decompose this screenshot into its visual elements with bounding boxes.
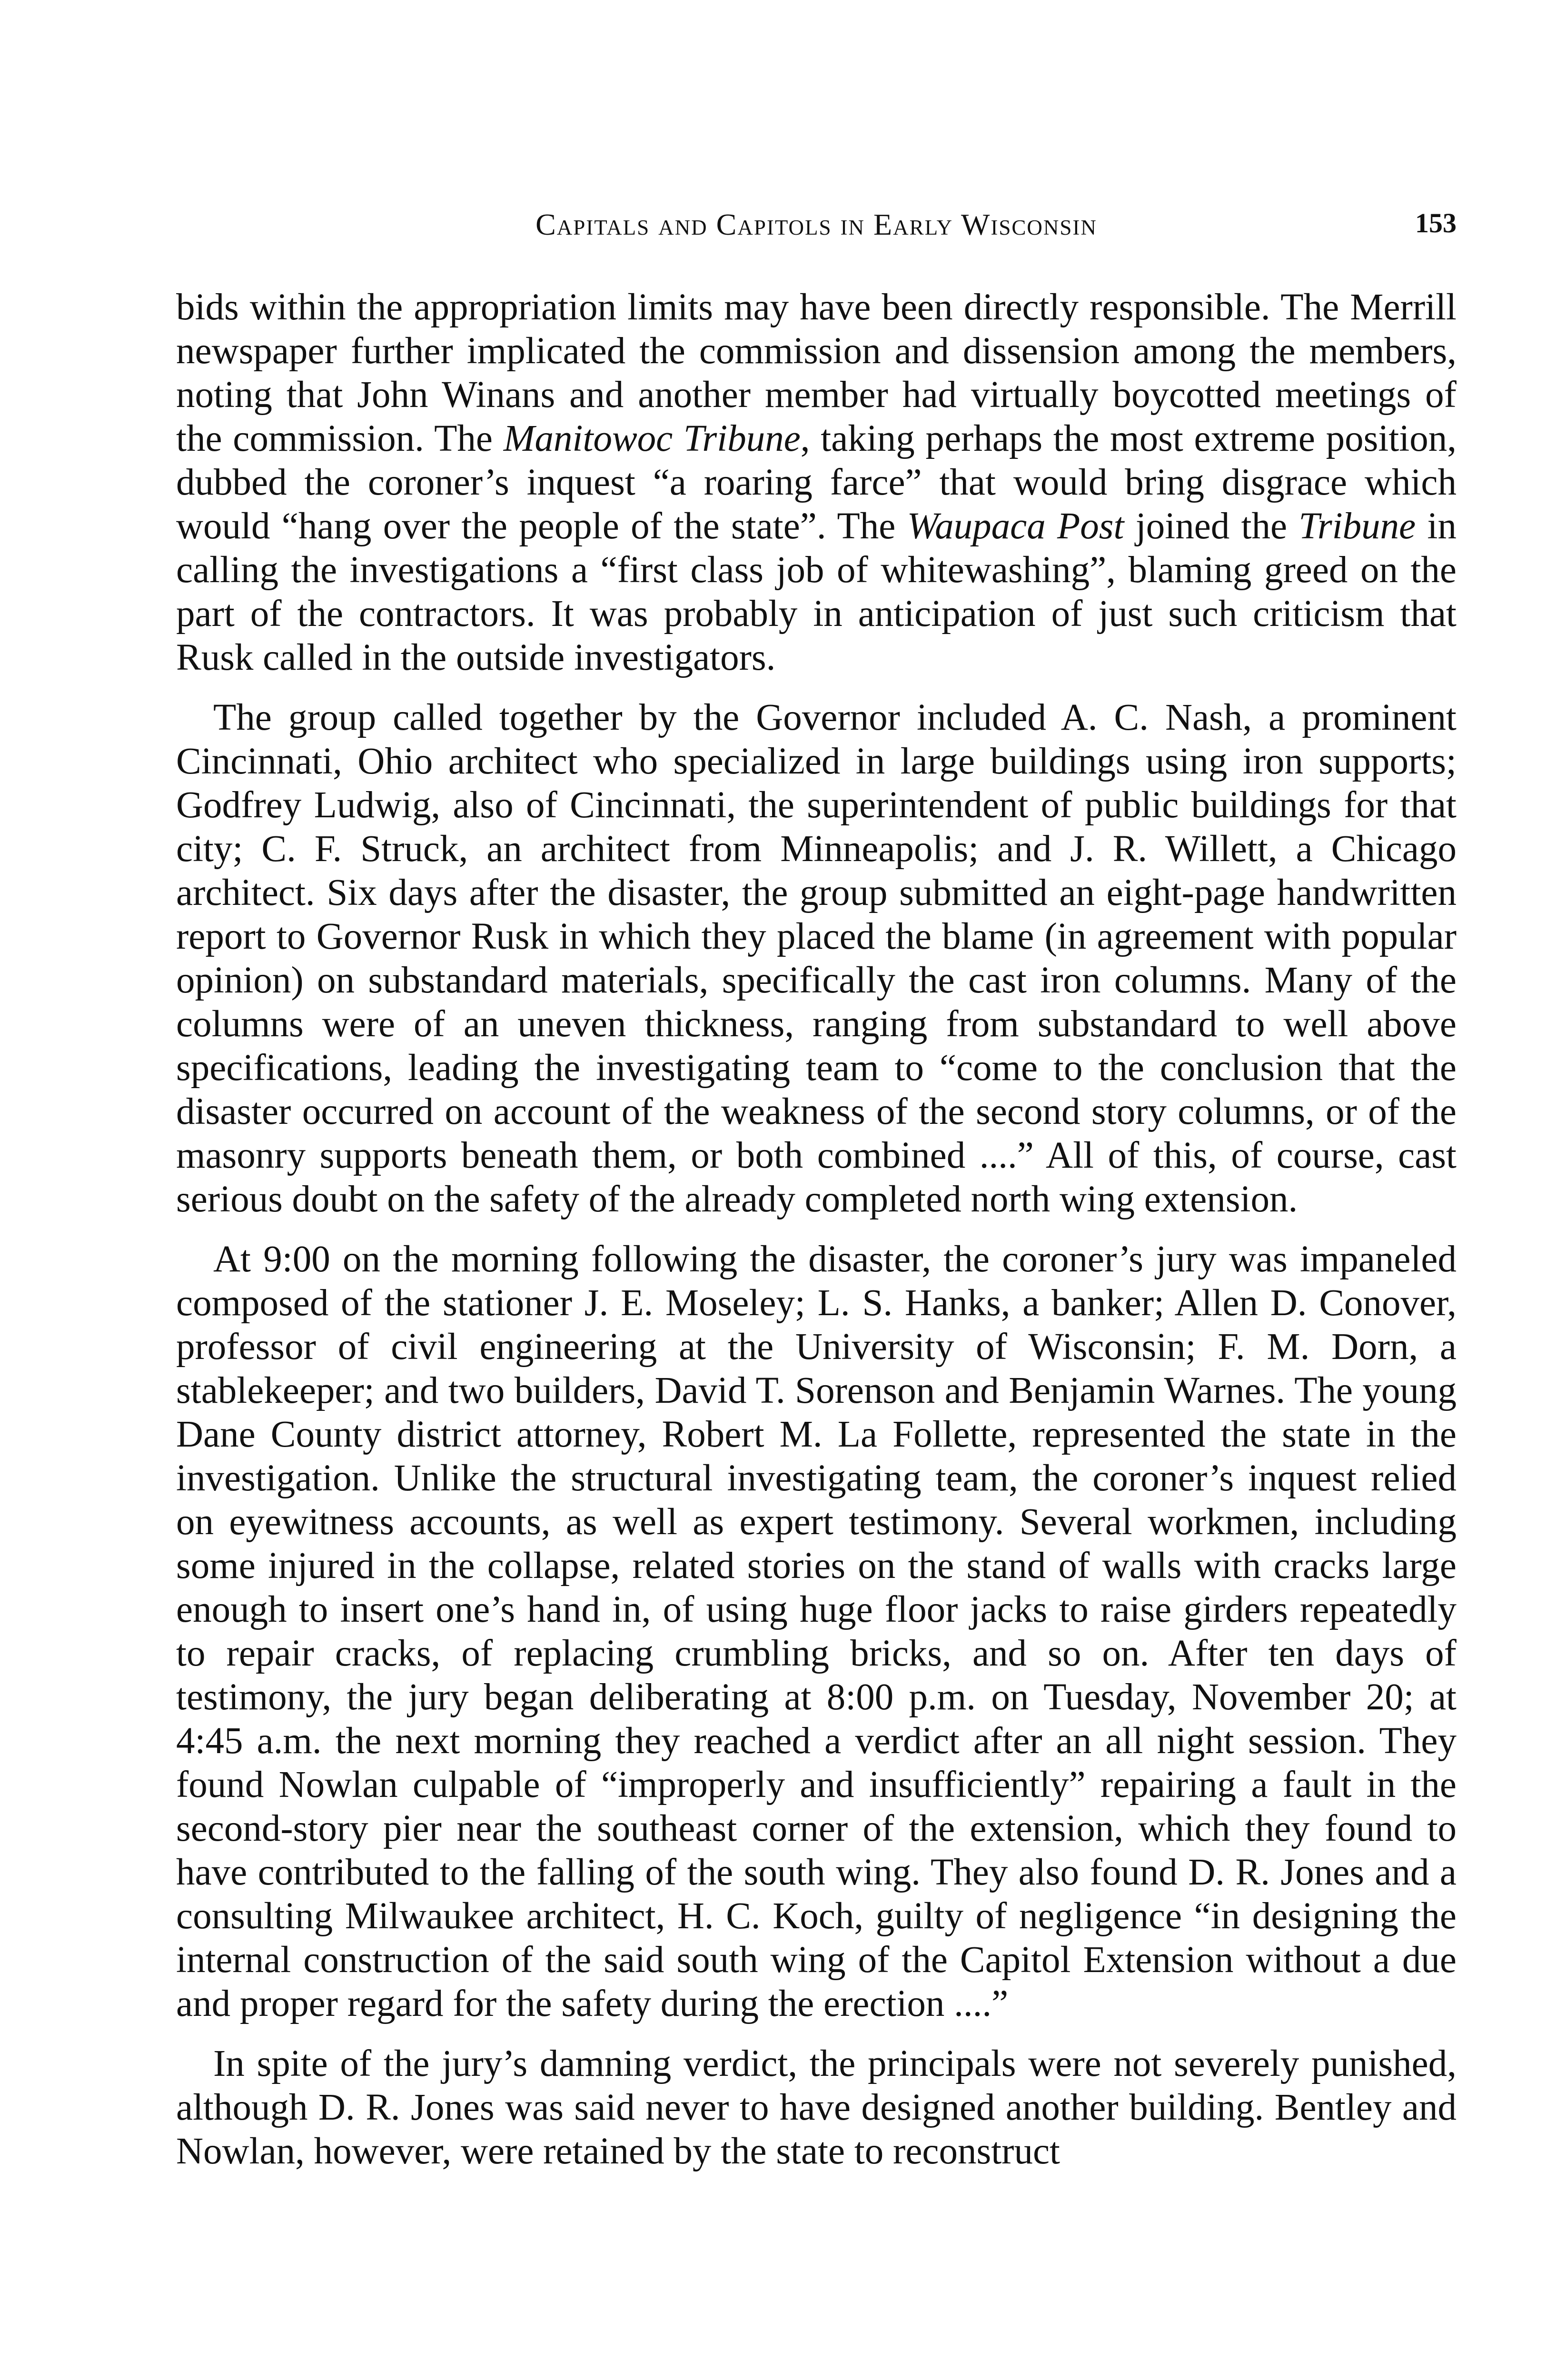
running-head: [176, 207, 1457, 250]
paragraph-1-text-d: in calling the investigations a “first class job of whitewashing”, blaming greed on the part of the contractors. It was probably in anticipation of just such criticism that Rusk called in the outside investigators.: [176, 506, 1457, 678]
body-text: [176, 286, 1457, 2190]
paragraph-3: At 9:00 on the morning following the disaster, the coroner’s jury was impaneled composed of the stationer J. E. Moseley; L. S. Hanks, a banker; Allen D. Conover, professor of civil engineering at the University of Wisconsin; F. M. Dorn, a stablekeeper; and two builders, David T. Sorenson and Benjamin Warnes. The young Dane County district attorney, Robert M. La Follette, represented the state in the investigation. Unlike the structural investigating team, the coroner’s inquest relied on eyewitness accounts, as well as expert testimony. Several workmen, including some injured in the collapse, related stories on the stand of walls with cracks large enough to insert one’s hand in, of using huge floor jacks to raise girders repeatedly to repair cracks, of replacing crumbling bricks, and so on. After ten days of testimony, the jury began deliberating at 8:00 p.m. on Tuesday, November 20; at 4:45 a.m. the next morning they reached a verdict after an all night session. They found Nowlan culpable of “improperly and insufficiently” repairing a fault in the second-story pier near the southeast corner of the extension, which they found to have contributed to the falling of the south wing. They also found D. R. Jones and a consulting Milwaukee architect, H. C. Koch, guilty of negligence “in designing the internal construction of the said south wing of the Capitol Extension without a due and proper regard for the safety during the erection ....”: [176, 1239, 1457, 2024]
paragraph-2: The group called together by the Governor included A. C. Nash, a prominent Cincinnati, Ohio architect who specialized in large buildings using iron supports; Godfrey Ludwig, also of Cincinnati, the superintendent of public buildings for that city; C. F. Struck, an architect from Minneapolis; and J. R. Willett, a Chicago architect. Six days after the disaster, the group submitted an eight-page handwritten report to Governor Rusk in which they placed the blame (in agreement with popular opinion) on substandard materials, specifically the cast iron columns. Many of the columns were of an uneven thickness, ranging from substandard to well above specifications, leading the investigating team to “come to the conclusion that the disaster occurred on account of the weakness of the second story columns, or of the masonry supports beneath them, or both combined ....” All of this, of course, cast serious doubt on the safety of the already completed north wing extension.: [176, 697, 1457, 1220]
paragraph-1: [176, 286, 1457, 680]
paragraph-1-italic-waupaca: Waupaca Post: [907, 506, 1124, 547]
paragraph-1-text-c: joined the: [1124, 506, 1299, 547]
paragraph-4: In spite of the jury’s damning verdict, the principals were not severely punished, although D. R. Jones was said never to have designed another building. Bentley and Nowlan, however, were retained by the state to reconstruct: [176, 2043, 1457, 2172]
page-number: 153: [1415, 208, 1457, 238]
running-title: Capitals and Capitols in Early Wisconsin: [535, 208, 1097, 241]
paragraph-1-italic-tribune: Tribune: [1298, 506, 1416, 547]
paragraph-1-text-a: bids within the appropriation limits may have been directly responsible. The Merrill newspaper further implicated the commission and dissension among the members, noting that John Winans and another member had virtually boycotted meetings of the commission. The: [176, 287, 1457, 459]
paragraph-1-text-b: , taking perhaps the most extreme position, dubbed the coroner’s inquest “a roaring farce” that would bring disgrace which would “hang over the people of the state”. The: [176, 418, 1457, 547]
paragraph-1-italic-manitowoc: Manitowoc Tribune: [503, 418, 801, 459]
